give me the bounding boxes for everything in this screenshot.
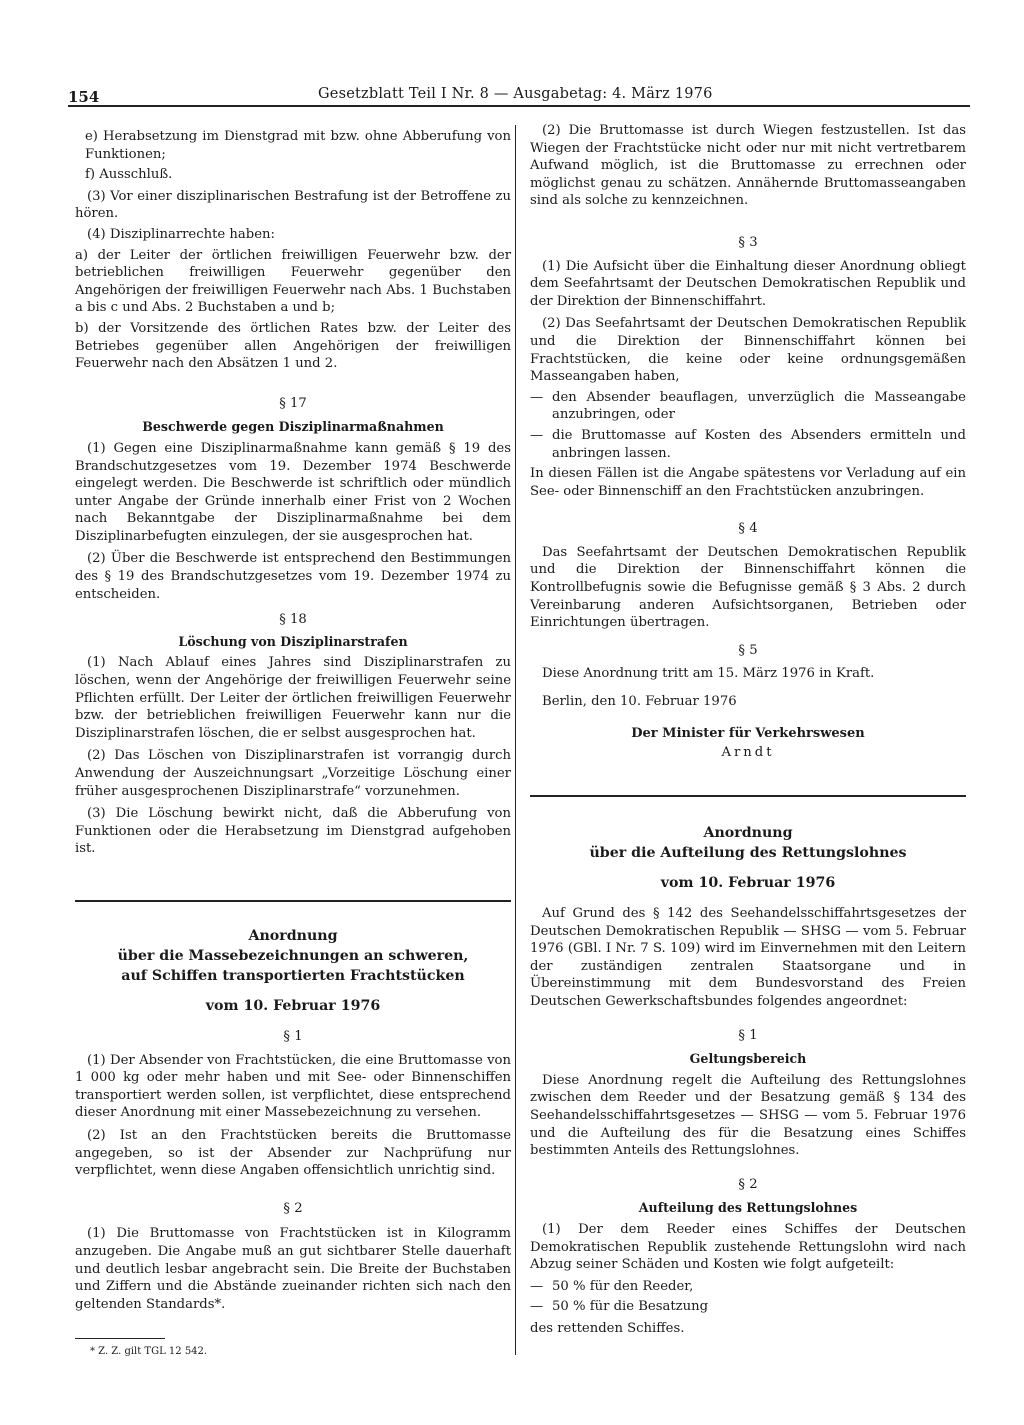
item-f: f) Ausschluß. (85, 167, 173, 183)
section-3-para-3: In diesen Fällen ist die Angabe spätestens vor Verladung auf ein See- oder Binnenschiff an den Frachtstücken anzubringen. (530, 466, 966, 499)
right-column-ordinance (530, 823, 966, 1337)
item-b: b) der Vorsitzende des örtlichen Rates bzw. der Leiter des Betriebes gegenüber allen Angehörigen der freiwilligen Feuerwehr nach den Absätzen 1 und 2. (75, 320, 511, 372)
share-text: 50 % für den Reeder, (552, 1278, 694, 1294)
dash-marker: — (530, 1278, 544, 1294)
ordinance-title-line-3: auf Schiffen transportierten Frachtstücken (121, 968, 465, 984)
section-5: § 5 (738, 642, 758, 658)
paragraph-4: (4) Disziplinarrechte haben: (87, 226, 275, 242)
section-3-para-1: (1) Die Aufsicht über die Einhaltung dieser Anordnung obliegt dem Seefahrtsamt der Deutschen Demokratischen Republik und der Direktion der Binnenschiffahrt. (530, 258, 966, 309)
section-18-para-1: (1) Nach Ablauf eines Jahres sind Disziplinarstrafen zu löschen, wenn der Angehörige der freiwilligen Feuerwehr seine Pflichten erfüllt. Der Leiter der örtlichen freiwilligen Feuerwehr bzw. der betrieblichen freiwilligen Feuerwehr kann nur die Disziplinarstrafen löschen, die er selbst ausgesprochen hat. (75, 655, 511, 741)
section-3: § 3 (738, 234, 758, 250)
item-a: a) der Leiter der örtlichen freiwilligen Feuerwehr bzw. der betrieblichen freiwilligen Feuerwehr gegenüber den Angehörigen der freiwilligen Feuerwehr nach Abs. 1 Buchstaben a bis c und Abs. 2 Buchstaben a und b; (75, 247, 511, 316)
page-number: 154 (68, 88, 100, 106)
section-2: § 2 (283, 1200, 303, 1216)
section-3-para-2: (2) Das Seefahrtsamt der Deutschen Demokratischen Republik und die Direktion der Binnenschiffahrt können bei Frachtstücken, die keine oder keine ordnungsgemäßen Masseangaben haben, (530, 316, 966, 385)
ordinance-2-section-1-heading: Geltungsbereich (689, 1051, 807, 1067)
column-divider (515, 125, 516, 1355)
section-4-para-1: Das Seefahrtsamt der Deutschen Demokratischen Republik und die Direktion der Binnenschiffahrt können die Kontrollbefugnis sowie die Befugnisse gemäß § 3 Abs. 2 durch Vereinbarung anderen Aufsichtsorganen, Betrieben oder Einrichtungen übertragen. (530, 544, 966, 631)
section-17: § 17 (279, 395, 307, 411)
ordinance-date: vom 10. Februar 1976 (205, 998, 381, 1014)
right-column-top (530, 122, 966, 762)
ordinance-2-section-2-end: des rettenden Schiffes. (530, 1320, 685, 1336)
separator-rule-right (530, 795, 966, 797)
ordinance-2-section-2-para-1: (1) Der dem Reeder eines Schiffes der Deutschen Demokratischen Republik zustehende Rettungslohn wird nach Abzug seiner Schäden und Kosten wie folgt aufgeteilt: (530, 1221, 966, 1273)
ordinance-2-title-line-1: Anordnung (703, 825, 793, 841)
ordinance-title-line-2: über die Massebezeichnungen an schweren, (117, 948, 469, 964)
header-rule (68, 105, 970, 107)
section-2-para-1: (1) Die Bruttomasse von Frachtstücken ist in Kilogramm anzugeben. Die Angabe muß an gut sichtbarer Stelle dauerhaft und deutlich lesbar angebracht sein. Die Breite der Buchstaben und Ziffern und die Abstände zueinander richten sich nach den geltenden Standards*. (75, 1226, 511, 1312)
section-3-dash-item-1 (530, 389, 966, 424)
section-18-para-3: (3) Die Löschung bewirkt nicht, daß die Abberufung von Funktionen oder die Herabsetzung im Dienstgrad aufgehoben ist. (75, 806, 511, 857)
ordinance-2-section-2-heading: Aufteilung des Rettungslohnes (638, 1200, 858, 1216)
footnote-rule (75, 1338, 165, 1339)
dash-text: die Bruttomasse auf Kosten des Absenders ermitteln und anbringen lassen. (552, 427, 966, 461)
share-item-crew (530, 1298, 966, 1316)
share-text: 50 % für die Besatzung (552, 1299, 709, 1315)
ordinance-2-section-1-para: Diese Anordnung regelt die Aufteilung des Rettungslohnes zwischen dem Reeder und der Besatzung gemäß § 134 des Seehandelsschiffahrtsgesetzes — SHSG — vom 5. Februar 1976 und die Aufteilung des für die Besatzung eines Schiffes bestimmten Anteils des Rettungslohnes. (530, 1072, 966, 1159)
section-17-para-1: (1) Gegen eine Disziplinarmaßnahme kann gemäß § 19 des Brandschutzgesetzes vom 19. Dezember 1974 Beschwerde eingelegt werden. Die Beschwerde ist schriftlich oder mündlich unter Angabe der Gründe innerhalb einer Frist von 2 Wochen nach Bekanntgabe der Disziplinarmaßnahme bei dem Disziplinarbefugten einzulegen, der sie ausgesprochen hat. (75, 440, 511, 544)
dash-text: den Absender beauflagen, unverzüglich die Masseangabe anzubringen, oder (552, 389, 966, 423)
separator-rule-left (75, 900, 511, 902)
left-column-top (75, 128, 511, 858)
left-column-ordinance (75, 926, 511, 1313)
ordinance-2-preamble: Auf Grund des § 142 des Seehandelsschiffahrtsgesetzes der Deutschen Demokratischen Republik — SHSG — vom 5. Februar 1976 (GBl. I Nr. 7 S. 109) wird im Einvernehmen mit den Leitern der zuständigen zentralen Staatsorgane und in Übereinstimmung mit dem Bundesvorstand des Freien Deutschen Gewerkschaftsbundes folgendes angeordnet: (530, 906, 966, 1009)
section-2-para-2: (2) Die Bruttomasse ist durch Wiegen festzustellen. Ist das Wiegen der Frachtstücke nicht oder nur mit nicht vertretbarem Aufwand möglich, ist die Bruttomasse zu errechnen oder möglichst genau zu schätzen. Annähernde Bruttomasseangaben sind als solche zu kennzeichnen. (530, 123, 966, 209)
ordinance-2-section-2: § 2 (738, 1176, 758, 1192)
minister-title: Der Minister für Verkehrswesen (631, 725, 865, 741)
section-18-para-2: (2) Das Löschen von Disziplinarstrafen ist vorrangig durch Anwendung der Auszeichnungsart „Vorzeitige Löschung einer früher ausgesprochenen Disziplinarstrafe“ vorzunehmen. (75, 748, 511, 799)
dash-marker: — (530, 1299, 544, 1315)
place-date: Berlin, den 10. Februar 1976 (542, 694, 737, 710)
section-4: § 4 (738, 521, 758, 537)
section-1-para-1: (1) Der Absender von Frachtstücken, die eine Bruttomasse von 1 000 kg oder mehr haben und mit See- oder Binnenschiffen transportiert werden sollen, ist verpflichtet, diese entsprechend dieser Anordnung mit einer Massebezeichnung zu versehen. (75, 1052, 511, 1121)
section-18: § 18 (279, 612, 307, 628)
section-5-para-1: Diese Anordnung tritt am 15. März 1976 in Kraft. (542, 666, 875, 682)
section-17-heading: Beschwerde gegen Disziplinarmaßnahmen (142, 419, 444, 435)
section-1-para-2: (2) Ist an den Frachtstücken bereits die Bruttomasse angegeben, so ist der Absender zur Nachprüfung nur verpflichtet, wenn diese Angaben offensichtlich unrichtig sind. (75, 1127, 511, 1179)
ordinance-2-section-1: § 1 (738, 1027, 758, 1043)
section-3-dash-item-2 (530, 427, 966, 462)
ordinance-2-date: vom 10. Februar 1976 (660, 875, 836, 891)
dash-marker: — (530, 389, 544, 405)
footnote: * Z. Z. gilt TGL 12 542. (90, 1346, 208, 1357)
section-17-para-2: (2) Über die Beschwerde ist entsprechend den Bestimmungen des § 19 des Brandschutzgesetzes vom 19. Dezember 1974 zu entscheiden. (75, 551, 511, 602)
paragraph-3: (3) Vor einer disziplinarischen Bestrafung ist der Betroffene zu hören. (75, 188, 511, 222)
section-1: § 1 (283, 1029, 303, 1044)
ordinance-title-line-1: Anordnung (248, 928, 338, 944)
item-e: e) Herabsetzung im Dienstgrad mit bzw. ohne Abberufung von Funktionen; (85, 129, 511, 162)
share-item-shipowner (530, 1278, 966, 1296)
running-header: Gesetzblatt Teil I Nr. 8 — Ausgabetag: 4. März 1976 (318, 86, 713, 102)
dash-marker: — (530, 427, 544, 443)
minister-signature: Arndt (721, 745, 775, 761)
section-18-heading: Löschung von Disziplinarstrafen (178, 633, 408, 649)
ordinance-2-title-line-2: über die Aufteilung des Rettungslohnes (589, 845, 907, 861)
